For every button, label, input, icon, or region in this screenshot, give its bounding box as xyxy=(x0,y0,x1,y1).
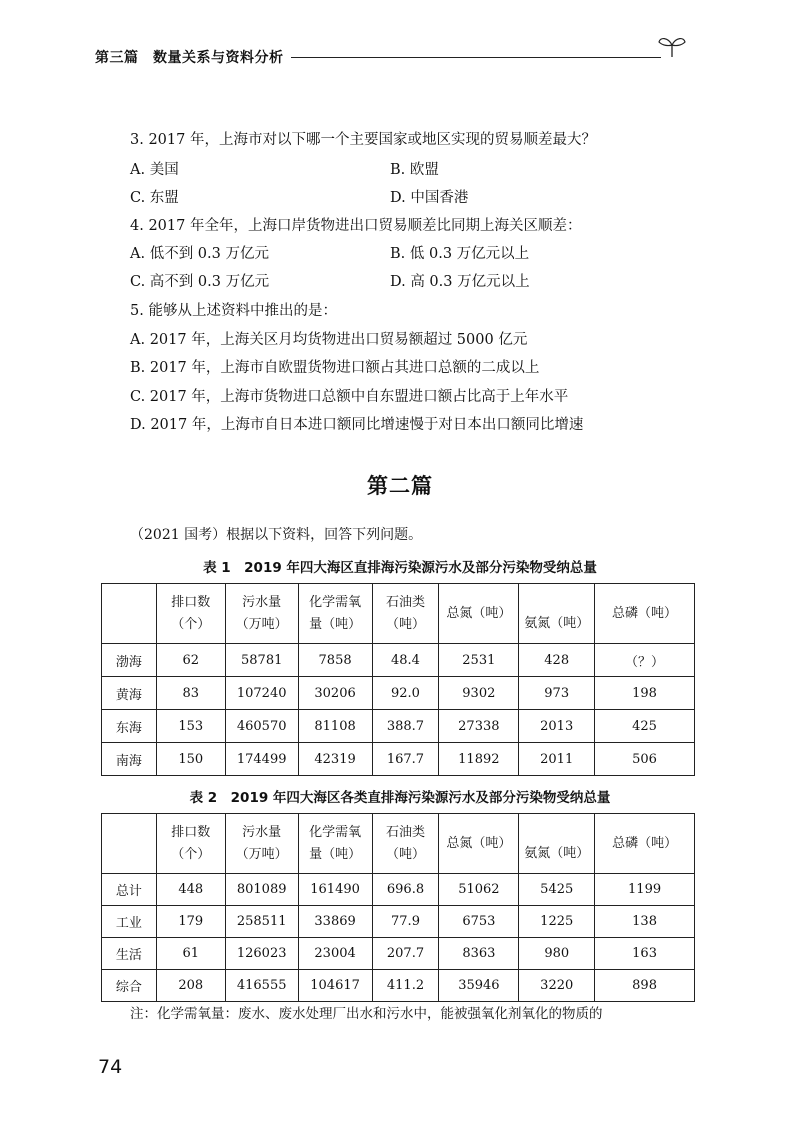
q5-option-b: B. 2017 年，上海市自欧盟货物进口额占其进口总额的二成以上 xyxy=(130,360,540,376)
cell: 161490 xyxy=(298,874,372,906)
header-title: 第三篇 数量关系与资料分析 xyxy=(95,50,284,66)
cell: 11892 xyxy=(439,743,519,776)
table2-header-row xyxy=(102,814,695,874)
cell: 163 xyxy=(595,938,695,970)
table1-header-sewage: 污水量 （万吨） xyxy=(225,584,298,644)
table1-caption: 表 1 2019 年四大海区直排海污染源污水及部分污染物受纳总量 xyxy=(203,560,597,576)
cell: 126023 xyxy=(225,938,298,970)
cell: 51062 xyxy=(439,874,519,906)
cell: 411.2 xyxy=(372,970,439,1002)
cell: 973 xyxy=(519,677,595,710)
cell: 696.8 xyxy=(372,874,439,906)
row-label: 渤海 xyxy=(102,644,157,677)
q3-option-d: D. 中国香港 xyxy=(390,190,469,206)
cell: 5425 xyxy=(519,874,595,906)
cell: 153 xyxy=(156,710,225,743)
cell: 61 xyxy=(156,938,225,970)
table2-corner-cell xyxy=(102,814,157,874)
table1-header-row xyxy=(102,584,695,644)
cell: 33869 xyxy=(298,906,372,938)
table-row xyxy=(102,906,695,938)
cell: 81108 xyxy=(298,710,372,743)
cell: 150 xyxy=(156,743,225,776)
q5-option-a: A. 2017 年，上海关区月均货物进出口贸易额超过 5000 亿元 xyxy=(130,332,528,348)
table1-header-outlets: 排口数 （个） xyxy=(156,584,225,644)
cell: 77.9 xyxy=(372,906,439,938)
table1-header-tn: 总氮（吨） xyxy=(439,584,519,644)
cell: 1225 xyxy=(519,906,595,938)
table1-header-oil: 石油类 （吨） xyxy=(372,584,439,644)
row-label: 综合 xyxy=(102,970,157,1002)
cell: 107240 xyxy=(225,677,298,710)
cell: 58781 xyxy=(225,644,298,677)
table1-header-cod: 化学需氧 量（吨） xyxy=(298,584,372,644)
question-4-stem: 4. 2017 年全年，上海口岸货物进出口贸易顺差比同期上海关区顺差： xyxy=(130,218,582,234)
cell: 898 xyxy=(595,970,695,1002)
cell: 7858 xyxy=(298,644,372,677)
table2-header-sewage: 污水量 （万吨） xyxy=(225,814,298,874)
cell: 83 xyxy=(156,677,225,710)
cell: 35946 xyxy=(439,970,519,1002)
page-number: 74 xyxy=(98,1056,123,1078)
intro-text: （2021 国考）根据以下资料，回答下列问题。 xyxy=(130,527,423,543)
header-rule xyxy=(291,57,661,58)
cell: 2531 xyxy=(439,644,519,677)
q5-option-d: D. 2017 年，上海市自日本进口额同比增速慢于对日本出口额同比增速 xyxy=(130,417,584,433)
cell: 23004 xyxy=(298,938,372,970)
q4-option-d: D. 高 0.3 万亿元以上 xyxy=(390,274,530,290)
cell: 448 xyxy=(156,874,225,906)
table1-corner-cell xyxy=(102,584,157,644)
row-label: 东海 xyxy=(102,710,157,743)
cell: 416555 xyxy=(225,970,298,1002)
q3-option-a: A. 美国 xyxy=(130,162,179,178)
row-label: 南海 xyxy=(102,743,157,776)
cell: 388.7 xyxy=(372,710,439,743)
cell: 104617 xyxy=(298,970,372,1002)
cell: 9302 xyxy=(439,677,519,710)
question-3-stem: 3. 2017 年，上海市对以下哪一个主要国家或地区实现的贸易顺差最大？ xyxy=(130,132,596,148)
q4-option-a: A. 低不到 0.3 万亿元 xyxy=(130,246,269,262)
q3-option-b: B. 欧盟 xyxy=(390,162,439,178)
cell: 208 xyxy=(156,970,225,1002)
table2 xyxy=(101,813,695,1002)
table2-header-tn: 总氮（吨） xyxy=(439,814,519,874)
row-label: 总计 xyxy=(102,874,157,906)
running-header xyxy=(95,45,695,69)
cell: 425 xyxy=(595,710,695,743)
cell: 506 xyxy=(595,743,695,776)
row-label: 生活 xyxy=(102,938,157,970)
q4-option-c: C. 高不到 0.3 万亿元 xyxy=(130,274,270,290)
cell: 174499 xyxy=(225,743,298,776)
cell: 8363 xyxy=(439,938,519,970)
cell: 3220 xyxy=(519,970,595,1002)
cell: 138 xyxy=(595,906,695,938)
table2-header-nh: 氨氮（吨） xyxy=(519,814,595,874)
row-label: 黄海 xyxy=(102,677,157,710)
row-label: 工业 xyxy=(102,906,157,938)
cell: 428 xyxy=(519,644,595,677)
cell: 92.0 xyxy=(372,677,439,710)
cell: 198 xyxy=(595,677,695,710)
cell: 27338 xyxy=(439,710,519,743)
cell: 42319 xyxy=(298,743,372,776)
cell: 1199 xyxy=(595,874,695,906)
table-row xyxy=(102,710,695,743)
footnote: 注：化学需氧量：废水、废水处理厂出水和污水中，能被强氧化剂氧化的物质的 xyxy=(130,1006,603,1022)
q5-option-c: C. 2017 年，上海市货物进口总额中自东盟进口额占比高于上年水平 xyxy=(130,389,569,405)
cell: 48.4 xyxy=(372,644,439,677)
cell: （？） xyxy=(595,644,695,677)
cell: 460570 xyxy=(225,710,298,743)
cell: 801089 xyxy=(225,874,298,906)
q3-option-c: C. 东盟 xyxy=(130,190,179,206)
cell: 2011 xyxy=(519,743,595,776)
table-row xyxy=(102,874,695,906)
table1-header-tp: 总磷（吨） xyxy=(595,584,695,644)
cell: 6753 xyxy=(439,906,519,938)
table2-header-tp: 总磷（吨） xyxy=(595,814,695,874)
cell: 980 xyxy=(519,938,595,970)
table2-caption: 表 2 2019 年四大海区各类直排海污染源污水及部分污染物受纳总量 xyxy=(189,790,611,806)
section-title: 第二篇 xyxy=(367,473,433,498)
table2-header-outlets: 排口数 （个） xyxy=(156,814,225,874)
table1-header-nh: 氨氮（吨） xyxy=(519,584,595,644)
q4-option-b: B. 低 0.3 万亿元以上 xyxy=(390,246,530,262)
cell: 2013 xyxy=(519,710,595,743)
cell: 62 xyxy=(156,644,225,677)
table1 xyxy=(101,583,695,776)
table-row xyxy=(102,677,695,710)
cell: 258511 xyxy=(225,906,298,938)
table2-header-cod: 化学需氧 量（吨） xyxy=(298,814,372,874)
table-row xyxy=(102,743,695,776)
question-5-stem: 5. 能够从上述资料中推出的是： xyxy=(130,303,337,319)
cell: 30206 xyxy=(298,677,372,710)
cell: 179 xyxy=(156,906,225,938)
sprout-icon xyxy=(657,33,687,59)
table-row xyxy=(102,644,695,677)
table-row xyxy=(102,970,695,1002)
table-row xyxy=(102,938,695,970)
table2-header-oil: 石油类 （吨） xyxy=(372,814,439,874)
cell: 207.7 xyxy=(372,938,439,970)
cell: 167.7 xyxy=(372,743,439,776)
